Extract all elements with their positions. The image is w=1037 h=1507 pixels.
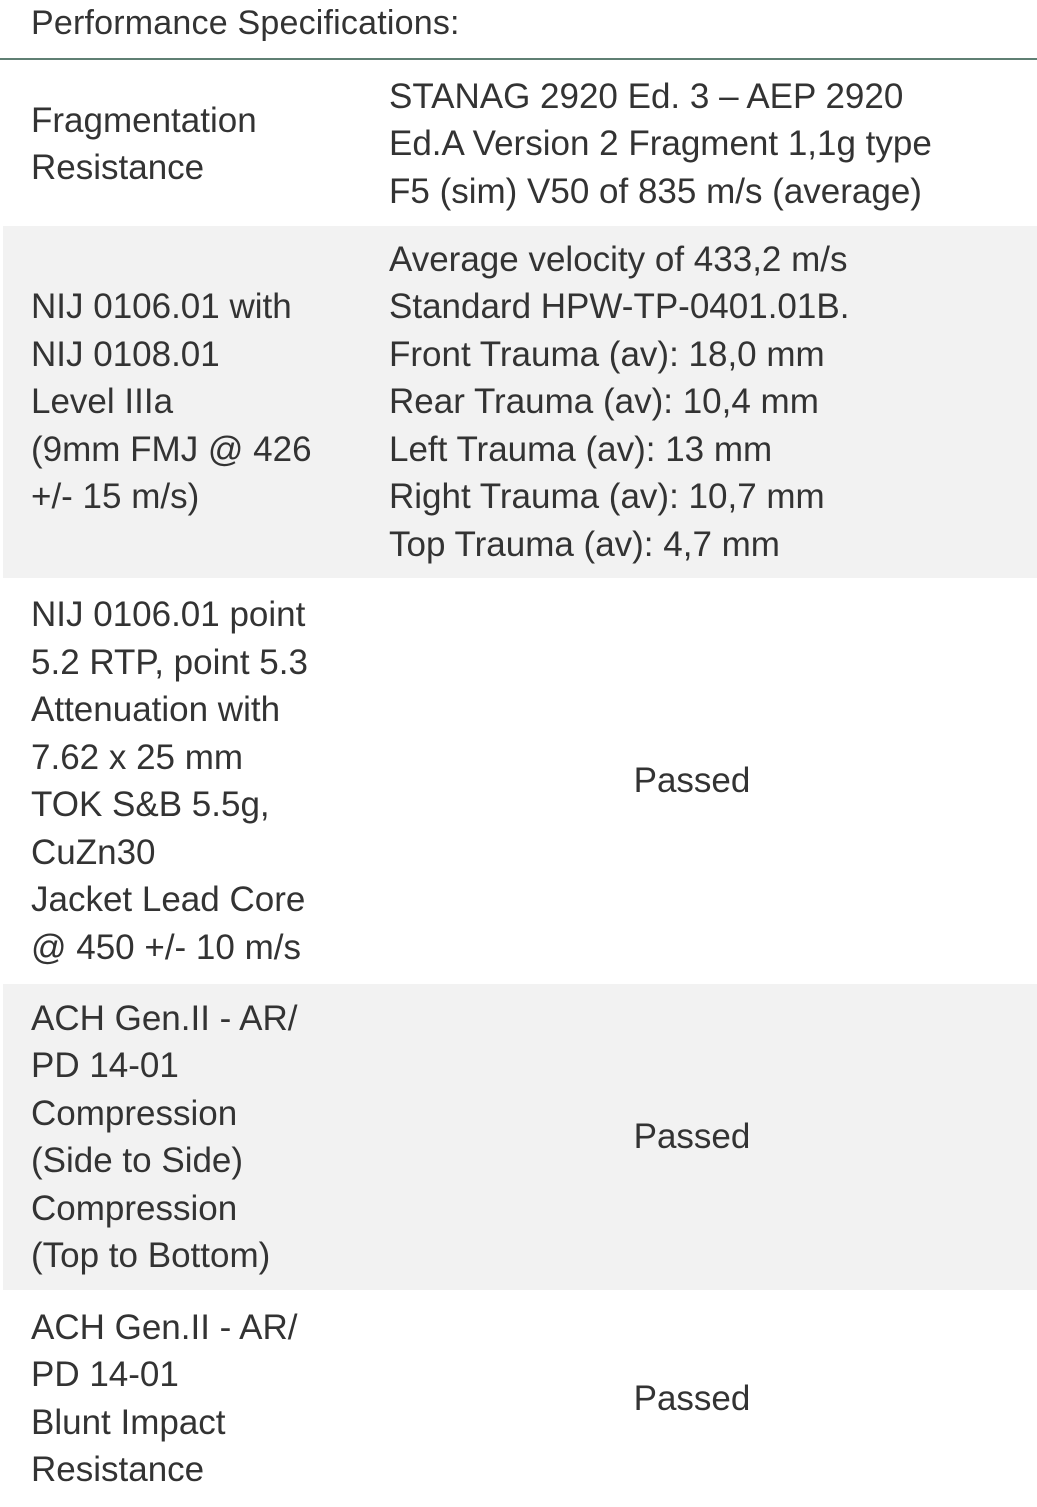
row-value-line: STANAG 2920 Ed. 3 – AEP 2920	[389, 76, 904, 116]
spec-table	[3, 62, 1037, 1507]
row-value-line: Standard HPW-TP-0401.01B.	[389, 287, 850, 327]
row-name-line: NIJ 0108.01	[31, 334, 220, 374]
row-value	[361, 578, 1037, 984]
row-name-line: 7.62 x 25 mm	[31, 737, 244, 777]
row-name-line: (Top to Bottom)	[31, 1236, 271, 1275]
row-name-line: (9mm FMJ @ 426	[31, 429, 312, 469]
spec-header	[0, 0, 1037, 60]
row-name-line: Attenuation with	[31, 690, 281, 729]
row-value	[361, 62, 1037, 226]
table-row-nij-ballistic	[3, 226, 1037, 578]
row-value	[361, 1290, 1037, 1507]
row-name-line: 5.2 RTP, point 5.3	[31, 642, 308, 682]
table-row-attenuation	[3, 578, 1037, 984]
table-row-fragmentation	[3, 62, 1037, 226]
status-passed: Passed	[633, 1117, 751, 1157]
row-name	[3, 226, 361, 578]
status-passed: Passed	[633, 761, 751, 801]
row-name-line: (Side to Side)	[31, 1141, 244, 1180]
row-value-line: F5 (sim) V50 of 835 m/s (average)	[389, 171, 922, 211]
row-name-line: Jacket Lead Core	[31, 880, 306, 919]
row-name-line: Compression	[31, 1093, 238, 1133]
row-name-line: Fragmentation	[31, 100, 257, 140]
row-name	[3, 62, 361, 226]
row-value-line: Left Trauma (av): 13 mm	[389, 429, 773, 469]
row-value-line: Ed.A Version 2 Fragment 1,1g type	[389, 124, 932, 164]
row-value-line: Rear Trauma (av): 10,4 mm	[389, 382, 819, 422]
page-title: Performance Specifications:	[31, 4, 460, 42]
table-row-blunt-impact	[3, 1290, 1037, 1507]
row-name-line: Level IIIa	[31, 382, 174, 422]
row-name-line: PD 14-01	[31, 1355, 179, 1394]
row-name	[3, 1290, 361, 1507]
row-name-line: TOK S&B 5.5g,	[31, 785, 270, 824]
row-name-line: Resistance	[31, 1450, 205, 1489]
row-value-line: Front Trauma (av): 18,0 mm	[389, 334, 825, 374]
row-value	[361, 984, 1037, 1290]
row-name-line: NIJ 0106.01 point	[31, 595, 306, 634]
row-name-line: NIJ 0106.01 with	[31, 287, 292, 327]
row-name-line: +/- 15 m/s)	[31, 477, 200, 517]
row-name-line: @ 450 +/- 10 m/s	[31, 927, 301, 967]
row-name-line: PD 14-01	[31, 1046, 179, 1085]
row-name-line: ACH Gen.II - AR/	[31, 998, 298, 1038]
row-name	[3, 984, 361, 1290]
row-name-line: Compression	[31, 1188, 238, 1228]
row-value-line: Average velocity of 433,2 m/s	[389, 239, 848, 279]
row-name-line: Blunt Impact	[31, 1402, 226, 1442]
row-value-line: Right Trauma (av): 10,7 mm	[389, 477, 825, 517]
row-value-line: Top Trauma (av): 4,7 mm	[389, 524, 780, 564]
table-row-compression	[3, 984, 1037, 1290]
row-name	[3, 578, 361, 984]
status-passed: Passed	[633, 1378, 751, 1418]
row-name-line: ACH Gen.II - AR/	[31, 1307, 298, 1347]
row-name-line: Resistance	[31, 148, 205, 187]
row-name-line: CuZn30	[31, 832, 156, 872]
row-value	[361, 226, 1037, 578]
